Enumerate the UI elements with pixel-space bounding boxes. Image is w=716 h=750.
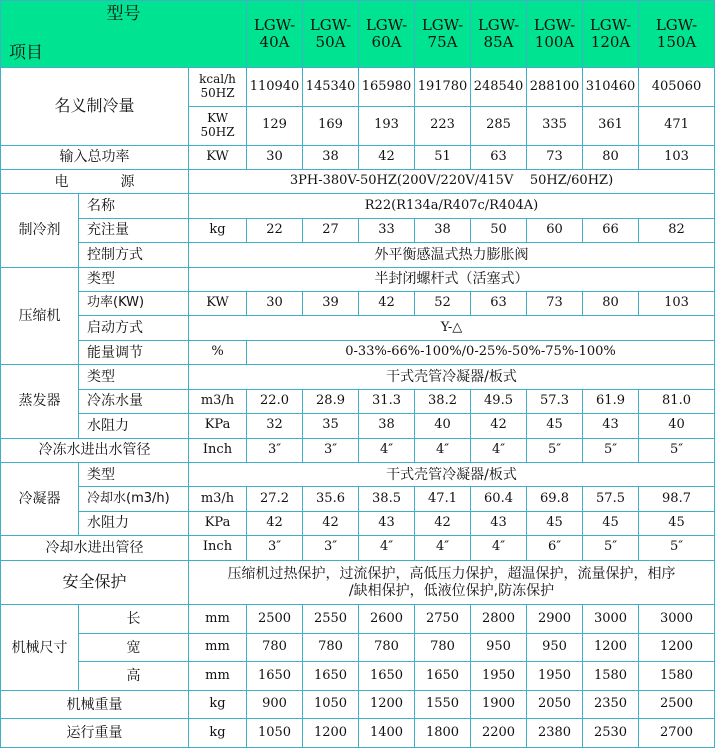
value-cell: 1400 xyxy=(359,719,415,748)
evaporator-resistance-label: 水阻力 xyxy=(79,414,189,438)
unit-cell: kg xyxy=(189,690,247,718)
refrigerant-name-value: R22(R134a/R407c/R404A) xyxy=(189,194,715,218)
value-cell: 22.0 xyxy=(247,389,303,413)
value-cell: 38 xyxy=(415,218,471,242)
condenser-flow-label: 冷却水(m3/h) xyxy=(79,487,189,511)
value-cell: 35.6 xyxy=(303,487,359,511)
value-cell: 471 xyxy=(639,106,715,145)
value-cell: 288100 xyxy=(527,68,583,107)
model-header xyxy=(303,1,359,68)
model-header xyxy=(471,1,527,68)
model-prefix: LGW- xyxy=(655,15,698,34)
value-cell: 45 xyxy=(583,511,639,535)
unit-cell: Inch xyxy=(189,438,247,462)
model-header xyxy=(359,1,415,68)
value-cell: 49.5 xyxy=(471,389,527,413)
value-cell: 73 xyxy=(527,292,583,316)
value-cell: 5″ xyxy=(639,536,715,560)
value-cell: 1950 xyxy=(527,662,583,690)
value-cell: 335 xyxy=(527,106,583,145)
compressor-type-label: 类型 xyxy=(79,267,189,291)
value-cell: 103 xyxy=(639,292,715,316)
power-supply-label xyxy=(1,169,189,193)
unit-cell: mm xyxy=(189,662,247,690)
value-cell: 42 xyxy=(415,511,471,535)
value-cell: 1050 xyxy=(303,690,359,718)
input-power-label: 输入总功率 xyxy=(1,145,189,169)
value-cell: 3″ xyxy=(303,438,359,462)
condenser-type-label: 类型 xyxy=(79,462,189,486)
value-cell: 38 xyxy=(303,145,359,169)
value-cell: 1200 xyxy=(359,690,415,718)
value-cell: 4″ xyxy=(415,438,471,462)
value-cell: 103 xyxy=(639,145,715,169)
value-cell: 3″ xyxy=(247,438,303,462)
value-cell: 4″ xyxy=(359,536,415,560)
value-cell: 42 xyxy=(359,292,415,316)
value-cell: 145340 xyxy=(303,68,359,107)
power-label-char: 电 xyxy=(54,173,69,190)
value-cell: 1650 xyxy=(415,662,471,690)
unit-line: 50HZ xyxy=(200,85,235,100)
compressor-start-row xyxy=(1,316,715,340)
safety-line: 压缩机过热保护，过流保护，高低压力保护，超温保护，流量保护，相序 xyxy=(227,566,676,583)
refrigerant-name-row xyxy=(1,194,715,218)
condenser-type-row xyxy=(1,462,715,486)
unit-line: KW xyxy=(207,110,228,125)
value-cell: 5″ xyxy=(639,438,715,462)
value-cell: 2050 xyxy=(527,690,583,718)
value-cell: 42 xyxy=(303,511,359,535)
value-cell: 82 xyxy=(639,218,715,242)
value-cell: 1650 xyxy=(303,662,359,690)
value-cell: 310460 xyxy=(583,68,639,107)
value-cell: 223 xyxy=(415,106,471,145)
unit-cell: KPa xyxy=(189,511,247,535)
value-cell: 42 xyxy=(471,414,527,438)
unit-cell: KW xyxy=(189,145,247,169)
header-model-label: 型号 xyxy=(106,4,141,24)
value-cell: 1200 xyxy=(639,633,715,661)
value-cell: 4″ xyxy=(471,536,527,560)
model-suffix: 75A xyxy=(427,33,458,52)
unit-cell: % xyxy=(189,340,247,364)
value-cell: 40 xyxy=(639,414,715,438)
value-cell: 61.9 xyxy=(583,389,639,413)
compressor-power-label: 功率(KW) xyxy=(79,292,189,316)
value-cell: 5″ xyxy=(527,438,583,462)
model-suffix: 60A xyxy=(371,33,402,52)
model-suffix: 100A xyxy=(534,33,575,52)
unit-cell: KW xyxy=(189,292,247,316)
value-cell: 45 xyxy=(527,414,583,438)
unit-cell: mm xyxy=(189,605,247,633)
value-cell: 5″ xyxy=(583,536,639,560)
value-cell: 80 xyxy=(583,292,639,316)
value-cell: 4″ xyxy=(471,438,527,462)
compressor-start-label: 启动方式 xyxy=(79,316,189,340)
evaporator-type-label: 类型 xyxy=(79,365,189,389)
value-cell: 1650 xyxy=(359,662,415,690)
value-cell: 780 xyxy=(247,633,303,661)
value-cell: 43 xyxy=(471,511,527,535)
value-cell: 950 xyxy=(471,633,527,661)
model-header xyxy=(583,1,639,68)
header-project-label: 项目 xyxy=(9,42,43,63)
value-cell: 27.2 xyxy=(247,487,303,511)
evaporator-flow-label: 冷冻水量 xyxy=(79,389,189,413)
value-cell: 165980 xyxy=(359,68,415,107)
value-cell: 1580 xyxy=(583,662,639,690)
value-cell: 3000 xyxy=(583,605,639,633)
unit-cell xyxy=(189,68,247,107)
evaporator-type-value: 干式壳管冷凝器/板式 xyxy=(189,365,715,389)
refrigerant-control-label: 控制方式 xyxy=(79,243,189,267)
value-cell: 38.5 xyxy=(359,487,415,511)
value-cell: 31.3 xyxy=(359,389,415,413)
cooling-pipe-row xyxy=(1,536,715,560)
dimension-width-row xyxy=(1,633,715,661)
power-label-char: 源 xyxy=(120,173,135,190)
model-prefix: LGW- xyxy=(253,15,296,34)
value-cell: 191780 xyxy=(415,68,471,107)
value-cell: 5″ xyxy=(583,438,639,462)
condenser-resistance-label: 水阻力 xyxy=(79,511,189,535)
compressor-start-value: Y-△ xyxy=(189,316,715,340)
model-prefix: LGW- xyxy=(477,15,520,34)
value-cell: 1200 xyxy=(303,719,359,748)
value-cell: 405060 xyxy=(639,68,715,107)
value-cell: 2550 xyxy=(303,605,359,633)
refrigerant-charge-label: 充注量 xyxy=(79,218,189,242)
model-header xyxy=(247,1,303,68)
value-cell: 193 xyxy=(359,106,415,145)
value-cell: 3″ xyxy=(303,536,359,560)
value-cell: 1900 xyxy=(471,690,527,718)
header-row xyxy=(1,1,715,68)
unit-line: kcal/h xyxy=(199,72,236,87)
compressor-capacity-value: 0-33%-66%-100%/0-25%-50%-75%-100% xyxy=(247,340,715,364)
compressor-power-row xyxy=(1,292,715,316)
value-cell: 50 xyxy=(471,218,527,242)
value-cell: 57.5 xyxy=(583,487,639,511)
value-cell: 38 xyxy=(359,414,415,438)
value-cell: 47.1 xyxy=(415,487,471,511)
condenser-type-value: 干式壳管冷凝器/板式 xyxy=(189,462,715,486)
value-cell: 780 xyxy=(359,633,415,661)
value-cell: 950 xyxy=(527,633,583,661)
refrigerant-control-value: 外平衡感温式热力膨胀阀 xyxy=(189,243,715,267)
value-cell: 2380 xyxy=(527,719,583,748)
safety-row xyxy=(1,560,715,605)
operating-weight-row xyxy=(1,719,715,748)
value-cell: 66 xyxy=(583,218,639,242)
power-supply-row xyxy=(1,169,715,193)
value-cell: 81.0 xyxy=(639,389,715,413)
value-cell: 2800 xyxy=(471,605,527,633)
model-prefix: LGW- xyxy=(309,15,352,34)
refrigerant-label: 制冷剂 xyxy=(1,194,79,267)
value-cell: 1200 xyxy=(583,633,639,661)
model-header xyxy=(527,1,583,68)
cooling-label: 名义制冷量 xyxy=(1,68,189,145)
compressor-capacity-label: 能量调节 xyxy=(79,340,189,364)
value-cell: 30 xyxy=(247,292,303,316)
compressor-capacity-row xyxy=(1,340,715,364)
condenser-resistance-row xyxy=(1,511,715,535)
unit-cell: kg xyxy=(189,719,247,748)
value-cell: 1550 xyxy=(415,690,471,718)
model-suffix: 150A xyxy=(656,33,697,52)
compressor-label: 压缩机 xyxy=(1,267,79,365)
dimension-height-label: 高 xyxy=(79,662,189,690)
value-cell: 45 xyxy=(639,511,715,535)
value-cell: 1800 xyxy=(415,719,471,748)
model-header xyxy=(639,1,715,68)
value-cell: 32 xyxy=(247,414,303,438)
model-prefix: LGW- xyxy=(589,15,632,34)
value-cell: 780 xyxy=(415,633,471,661)
value-cell: 4″ xyxy=(415,536,471,560)
value-cell: 57.3 xyxy=(527,389,583,413)
value-cell: 42 xyxy=(359,145,415,169)
model-suffix: 120A xyxy=(590,33,631,52)
value-cell: 169 xyxy=(303,106,359,145)
unit-cell: m3/h xyxy=(189,389,247,413)
value-cell: 2750 xyxy=(415,605,471,633)
operating-weight-label: 运行重量 xyxy=(1,719,189,748)
value-cell: 1580 xyxy=(639,662,715,690)
value-cell: 900 xyxy=(247,690,303,718)
evaporator-type-row xyxy=(1,365,715,389)
value-cell: 3000 xyxy=(639,605,715,633)
value-cell: 2500 xyxy=(639,690,715,718)
value-cell: 38.2 xyxy=(415,389,471,413)
value-cell: 2350 xyxy=(583,690,639,718)
value-cell: 43 xyxy=(583,414,639,438)
safety-label: 安全保护 xyxy=(1,560,189,605)
power-supply-value: 3PH-380V-50HZ(200V/220V/415V 50HZ/60HZ) xyxy=(189,169,715,193)
value-cell: 2530 xyxy=(583,719,639,748)
dimension-width-label: 宽 xyxy=(79,633,189,661)
header-corner xyxy=(1,1,247,68)
refrigerant-charge-row xyxy=(1,218,715,242)
model-prefix: LGW- xyxy=(533,15,576,34)
dimension-length-row xyxy=(1,605,715,633)
unit-cell: m3/h xyxy=(189,487,247,511)
model-header xyxy=(415,1,471,68)
value-cell: 80 xyxy=(583,145,639,169)
value-cell: 43 xyxy=(359,511,415,535)
value-cell: 73 xyxy=(527,145,583,169)
value-cell: 248540 xyxy=(471,68,527,107)
input-power-row xyxy=(1,145,715,169)
evaporator-flow-row xyxy=(1,389,715,413)
condenser-flow-row xyxy=(1,487,715,511)
model-suffix: 50A xyxy=(315,33,346,52)
unit-line: 50HZ xyxy=(200,124,235,139)
chilled-pipe-row xyxy=(1,438,715,462)
dimension-height-row xyxy=(1,662,715,690)
value-cell: 63 xyxy=(471,145,527,169)
value-cell: 52 xyxy=(415,292,471,316)
value-cell: 98.7 xyxy=(639,487,715,511)
model-suffix: 40A xyxy=(259,33,290,52)
value-cell: 40 xyxy=(415,414,471,438)
unit-cell: KPa xyxy=(189,414,247,438)
value-cell: 780 xyxy=(303,633,359,661)
value-cell: 1650 xyxy=(247,662,303,690)
compressor-type-value: 半封闭螺杆式（活塞式） xyxy=(189,267,715,291)
value-cell: 1050 xyxy=(247,719,303,748)
value-cell: 110940 xyxy=(247,68,303,107)
value-cell: 285 xyxy=(471,106,527,145)
compressor-type-row xyxy=(1,267,715,291)
value-cell: 361 xyxy=(583,106,639,145)
value-cell: 30 xyxy=(247,145,303,169)
safety-value xyxy=(189,560,715,605)
value-cell: 4″ xyxy=(359,438,415,462)
value-cell: 45 xyxy=(527,511,583,535)
value-cell: 6″ xyxy=(527,536,583,560)
evaporator-resistance-row xyxy=(1,414,715,438)
dimension-length-label: 长 xyxy=(79,605,189,633)
value-cell: 1950 xyxy=(471,662,527,690)
value-cell: 22 xyxy=(247,218,303,242)
value-cell: 3″ xyxy=(247,536,303,560)
cooling-kcal-row xyxy=(1,68,715,107)
unit-cell: Inch xyxy=(189,536,247,560)
condenser-label: 冷凝器 xyxy=(1,462,79,535)
value-cell: 2200 xyxy=(471,719,527,748)
value-cell: 27 xyxy=(303,218,359,242)
value-cell: 2600 xyxy=(359,605,415,633)
refrigerant-control-row xyxy=(1,243,715,267)
safety-line: /缺相保护，低液位保护,防冻保护 xyxy=(348,582,555,599)
value-cell: 51 xyxy=(415,145,471,169)
value-cell: 35 xyxy=(303,414,359,438)
value-cell: 39 xyxy=(303,292,359,316)
value-cell: 129 xyxy=(247,106,303,145)
value-cell: 60.4 xyxy=(471,487,527,511)
value-cell: 2500 xyxy=(247,605,303,633)
refrigerant-name-label: 名称 xyxy=(79,194,189,218)
value-cell: 33 xyxy=(359,218,415,242)
unit-cell: kg xyxy=(189,218,247,242)
cooling-pipe-label: 冷却水进出管径 xyxy=(1,536,189,560)
unit-cell: mm xyxy=(189,633,247,661)
value-cell: 60 xyxy=(527,218,583,242)
model-prefix: LGW- xyxy=(421,15,464,34)
model-prefix: LGW- xyxy=(365,15,408,34)
value-cell: 2900 xyxy=(527,605,583,633)
value-cell: 69.8 xyxy=(527,487,583,511)
model-suffix: 85A xyxy=(483,33,514,52)
value-cell: 28.9 xyxy=(303,389,359,413)
dimensions-label: 机械尺寸 xyxy=(1,605,79,690)
unit-cell xyxy=(189,106,247,145)
chilled-pipe-label: 冷冻水进出水管径 xyxy=(1,438,189,462)
value-cell: 63 xyxy=(471,292,527,316)
value-cell: 2700 xyxy=(639,719,715,748)
machine-weight-row xyxy=(1,690,715,718)
machine-weight-label: 机械重量 xyxy=(1,690,189,718)
evaporator-label: 蒸发器 xyxy=(1,365,79,438)
value-cell: 42 xyxy=(247,511,303,535)
